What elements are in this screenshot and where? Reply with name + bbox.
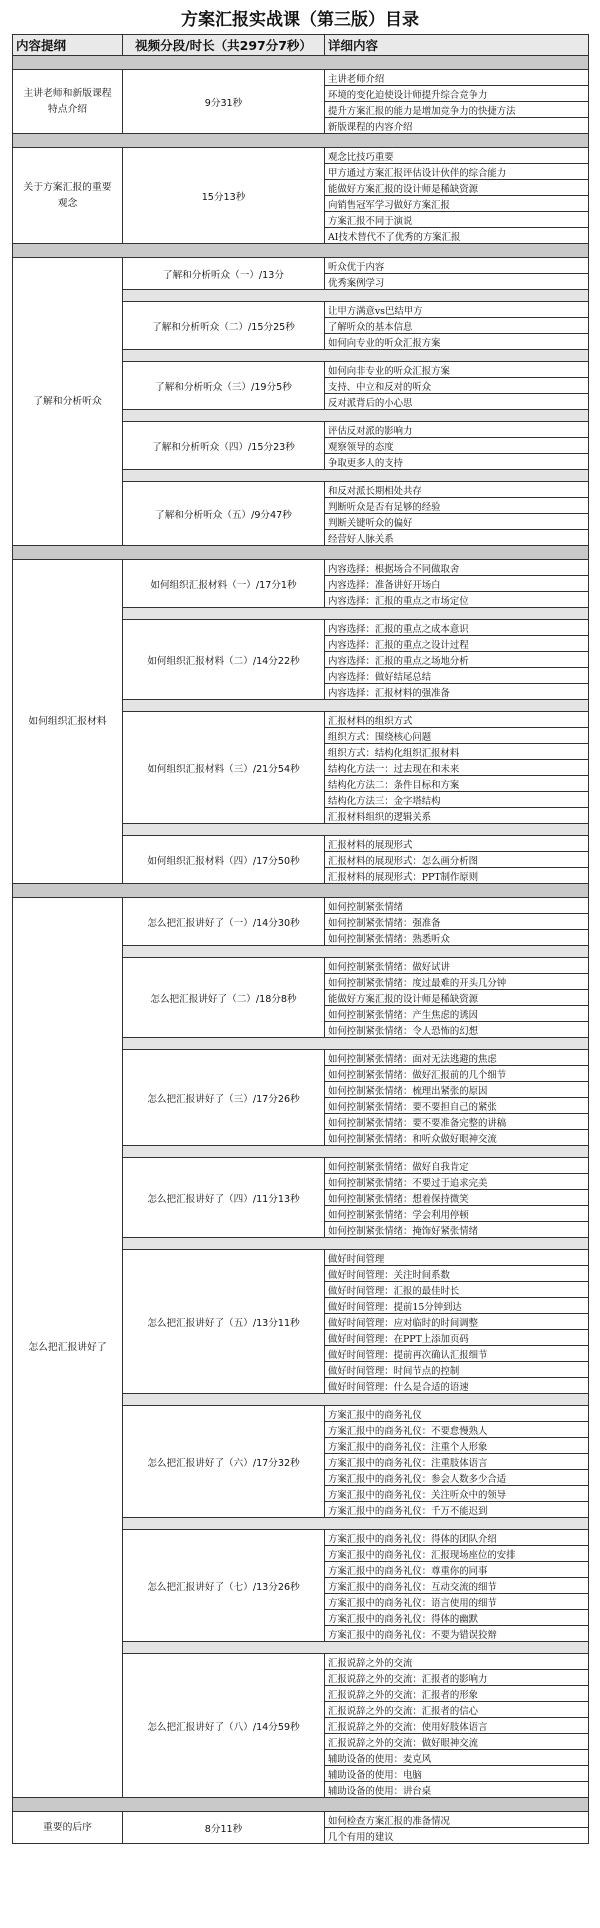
toc-table <box>12 34 589 1844</box>
detail-item: 了解听众的基本信息 <box>325 318 589 334</box>
detail-row <box>13 898 589 914</box>
video-segment: 了解和分析听众（三）/19分5秒 <box>123 362 325 410</box>
detail-item: 内容选择：汇报的重点之市场定位 <box>325 592 589 608</box>
detail-item: 如何控制紧张情绪：要不要准备完整的讲稿 <box>325 1114 589 1130</box>
video-segment: 8分11秒 <box>123 1812 325 1844</box>
detail-item: 辅助设备的使用：讲台桌 <box>325 1782 589 1798</box>
detail-item: 如何向非专业的听众汇报方案 <box>325 362 589 378</box>
detail-item: 如何控制紧张情绪：要不要担自己的紧张 <box>325 1098 589 1114</box>
video-segment: 了解和分析听众（五）/9分47秒 <box>123 482 325 546</box>
detail-row <box>13 70 589 86</box>
detail-item: 方案汇报中的商务礼仪：尊重你的同事 <box>325 1562 589 1578</box>
detail-item: 争取更多人的支持 <box>325 454 589 470</box>
segment-separator-cell <box>123 290 589 302</box>
detail-item: 方案汇报中的商务礼仪：语言使用的细节 <box>325 1594 589 1610</box>
detail-item: 汇报说辞之外的交流：做好眼神交流 <box>325 1734 589 1750</box>
separator-cell <box>13 56 589 70</box>
detail-item: 评估反对派的影响力 <box>325 422 589 438</box>
segment-separator-cell <box>123 1238 589 1250</box>
detail-item: 让甲方满意vs巴结甲方 <box>325 302 589 318</box>
detail-item: 如何控制紧张情绪：做好自我肯定 <box>325 1158 589 1174</box>
segment-separator-cell <box>123 700 589 712</box>
video-segment: 了解和分析听众（四）/15分23秒 <box>123 422 325 470</box>
detail-item: 方案汇报中的商务礼仪：互动交流的细节 <box>325 1578 589 1594</box>
video-segment: 如何组织汇报材料（一）/17分1秒 <box>123 560 325 608</box>
video-segment: 怎么把汇报讲好了（六）/17分32秒 <box>123 1406 325 1518</box>
detail-item: 如何向专业的听众汇报方案 <box>325 334 589 350</box>
detail-item: 方案汇报中的商务礼仪：得体的幽默 <box>325 1610 589 1626</box>
detail-item: 做好时间管理：什么是合适的语速 <box>325 1378 589 1394</box>
separator-cell <box>13 244 589 258</box>
video-segment: 怎么把汇报讲好了（一）/14分30秒 <box>123 898 325 946</box>
segment-separator-cell <box>123 1642 589 1654</box>
video-segment: 怎么把汇报讲好了（五）/13分11秒 <box>123 1250 325 1394</box>
detail-item: 如何控制紧张情绪：度过最难的开头几分钟 <box>325 974 589 990</box>
section-separator <box>13 546 589 560</box>
detail-item: AI技术替代不了优秀的方案汇报 <box>325 228 589 244</box>
detail-item: 判断关键听众的偏好 <box>325 514 589 530</box>
section-topic: 了解和分析听众 <box>13 258 123 546</box>
detail-item: 方案汇报中的商务礼仪 <box>325 1406 589 1422</box>
section-topic: 重要的后序 <box>13 1812 123 1844</box>
detail-item: 做好时间管理 <box>325 1250 589 1266</box>
detail-item: 能做好方案汇报的设计师是稀缺资源 <box>325 180 589 196</box>
detail-item: 支持、中立和反对的听众 <box>325 378 589 394</box>
detail-item: 如何控制紧张情绪：令人恐怖的幻想 <box>325 1022 589 1038</box>
detail-item: 做好时间管理：应对临时的时间调整 <box>325 1314 589 1330</box>
detail-item: 如何控制紧张情绪：强准备 <box>325 914 589 930</box>
detail-item: 方案汇报中的商务礼仪：不要怠慢熟人 <box>325 1422 589 1438</box>
detail-item: 如何控制紧张情绪：学会利用停顿 <box>325 1206 589 1222</box>
page-title: 方案汇报实战课（第三版）目录 <box>181 10 419 30</box>
detail-item: 提升方案汇报的能力是增加竞争力的快捷方法 <box>325 102 589 118</box>
video-segment: 怎么把汇报讲好了（四）/11分13秒 <box>123 1158 325 1238</box>
segment-separator-cell <box>123 1038 589 1050</box>
segment-separator-cell <box>123 1394 589 1406</box>
detail-item: 几个有用的建议 <box>325 1828 589 1844</box>
section-separator <box>13 884 589 898</box>
detail-item: 辅助设备的使用：电脑 <box>325 1766 589 1782</box>
section-separator <box>13 134 589 148</box>
detail-item: 向销售冠军学习做好方案汇报 <box>325 196 589 212</box>
detail-item: 结构化方法二：条件目标和方案 <box>325 776 589 792</box>
detail-item: 方案汇报中的商务礼仪：汇报现场座位的安排 <box>325 1546 589 1562</box>
segment-separator-cell <box>123 608 589 620</box>
separator-cell <box>13 546 589 560</box>
detail-item: 能做好方案汇报的设计师是稀缺资源 <box>325 990 589 1006</box>
video-segment: 了解和分析听众（一）/13分 <box>123 258 325 290</box>
section-separator <box>13 244 589 258</box>
detail-item: 做好时间管理：关注时间系数 <box>325 1266 589 1282</box>
detail-item: 内容选择：做好结尾总结 <box>325 668 589 684</box>
detail-item: 方案汇报中的商务礼仪：注重肢体语言 <box>325 1454 589 1470</box>
detail-item: 方案汇报中的商务礼仪：不要为错误狡辩 <box>325 1626 589 1642</box>
detail-item: 内容选择：汇报的重点之设计过程 <box>325 636 589 652</box>
detail-item: 经营好人脉关系 <box>325 530 589 546</box>
detail-item: 做好时间管理：时间节点的控制 <box>325 1362 589 1378</box>
detail-item: 方案汇报中的商务礼仪：得体的团队介绍 <box>325 1530 589 1546</box>
detail-item: 汇报说辞之外的交流：汇报者的影响力 <box>325 1670 589 1686</box>
detail-item: 内容选择：根据场合不同做取舍 <box>325 560 589 576</box>
detail-item: 结构化方法一：过去现在和未来 <box>325 760 589 776</box>
detail-item: 汇报材料的展现形式：怎么画分析图 <box>325 852 589 868</box>
video-segment: 如何组织汇报材料（三）/21分54秒 <box>123 712 325 824</box>
detail-item: 方案汇报不同于演说 <box>325 212 589 228</box>
detail-item: 如何控制紧张情绪：做好汇报前的几个细节 <box>325 1066 589 1082</box>
detail-item: 辅助设备的使用：麦克风 <box>325 1750 589 1766</box>
detail-item: 汇报材料的组织方式 <box>325 712 589 728</box>
detail-item: 汇报材料的展现形式 <box>325 836 589 852</box>
detail-item: 观察领导的态度 <box>325 438 589 454</box>
detail-item: 如何控制紧张情绪：和听众做好眼神交流 <box>325 1130 589 1146</box>
separator-cell <box>13 1798 589 1812</box>
detail-item: 组织方式：结构化组织汇报材料 <box>325 744 589 760</box>
detail-item: 如何控制紧张情绪：做好试讲 <box>325 958 589 974</box>
header-detail: 详细内容 <box>325 35 589 56</box>
detail-item: 如何控制紧张情绪：面对无法逃避的焦虑 <box>325 1050 589 1066</box>
detail-item: 汇报说辞之外的交流：汇报者的信心 <box>325 1702 589 1718</box>
segment-separator-cell <box>123 410 589 422</box>
detail-item: 方案汇报中的商务礼仪：注重个人形象 <box>325 1438 589 1454</box>
detail-row <box>13 148 589 164</box>
detail-row <box>13 1812 589 1828</box>
detail-item: 方案汇报中的商务礼仪：关注听众中的领导 <box>325 1486 589 1502</box>
video-segment: 9分31秒 <box>123 70 325 134</box>
separator-cell <box>13 884 589 898</box>
detail-item: 内容选择：汇报材料的强准备 <box>325 684 589 700</box>
detail-item: 做好时间管理：提前再次确认汇报细节 <box>325 1346 589 1362</box>
detail-item: 内容选择：汇报的重点之成本意识 <box>325 620 589 636</box>
segment-separator-cell <box>123 470 589 482</box>
detail-item: 听众优于内容 <box>325 258 589 274</box>
detail-item: 如何控制紧张情绪：不要过于追求完美 <box>325 1174 589 1190</box>
video-segment: 怎么把汇报讲好了（七）/13分26秒 <box>123 1530 325 1642</box>
detail-item: 内容选择：准备讲好开场白 <box>325 576 589 592</box>
detail-item: 汇报说辞之外的交流：汇报者的形象 <box>325 1686 589 1702</box>
detail-item: 结构化方法三：金字塔结构 <box>325 792 589 808</box>
video-segment: 如何组织汇报材料（二）/14分22秒 <box>123 620 325 700</box>
segment-separator-cell <box>123 1146 589 1158</box>
detail-item: 主讲老师介绍 <box>325 70 589 86</box>
detail-item: 新版课程的内容介绍 <box>325 118 589 134</box>
detail-item: 方案汇报中的商务礼仪：千万不能迟到 <box>325 1502 589 1518</box>
detail-item: 如何控制紧张情绪：想着保持微笑 <box>325 1190 589 1206</box>
video-segment: 怎么把汇报讲好了（三）/17分26秒 <box>123 1050 325 1146</box>
detail-item: 如何控制紧张情绪：产生焦虑的诱因 <box>325 1006 589 1022</box>
detail-item: 观念比技巧重要 <box>325 148 589 164</box>
detail-item: 如何控制紧张情绪：熟悉听众 <box>325 930 589 946</box>
detail-item: 汇报说辞之外的交流 <box>325 1654 589 1670</box>
detail-item: 汇报材料组织的逻辑关系 <box>325 808 589 824</box>
detail-item: 如何检查方案汇报的准备情况 <box>325 1812 589 1828</box>
section-topic: 怎么把汇报讲好了 <box>13 898 123 1798</box>
detail-row <box>13 258 589 274</box>
header-video-segment: 视频分段/时长（共297分7秒） <box>123 35 325 56</box>
detail-item: 做好时间管理：在PPT上添加页码 <box>325 1330 589 1346</box>
header-outline: 内容提纲 <box>13 35 123 56</box>
detail-item: 优秀案例学习 <box>325 274 589 290</box>
detail-item: 和反对派长期相处共存 <box>325 482 589 498</box>
video-segment: 15分13秒 <box>123 148 325 244</box>
video-segment: 怎么把汇报讲好了（八）/14分59秒 <box>123 1654 325 1798</box>
video-segment: 怎么把汇报讲好了（二）/18分8秒 <box>123 958 325 1038</box>
detail-item: 组织方式：围绕核心问题 <box>325 728 589 744</box>
header-row <box>13 35 589 56</box>
section-separator <box>13 56 589 70</box>
detail-item: 做好时间管理：提前15分钟到达 <box>325 1298 589 1314</box>
detail-item: 如何控制紧张情绪：梳理出紧张的原因 <box>325 1082 589 1098</box>
detail-item: 汇报材料的展现形式：PPT制作原则 <box>325 868 589 884</box>
separator-cell <box>13 134 589 148</box>
detail-item: 如何控制紧张情绪：掩饰好紧张情绪 <box>325 1222 589 1238</box>
detail-item: 内容选择：汇报的重点之场地分析 <box>325 652 589 668</box>
detail-item: 如何控制紧张情绪 <box>325 898 589 914</box>
segment-separator-cell <box>123 350 589 362</box>
section-topic: 主讲老师和新版课程特点介绍 <box>13 70 123 134</box>
detail-item: 方案汇报中的商务礼仪：参会人数多少合适 <box>325 1470 589 1486</box>
detail-item: 做好时间管理：汇报的最佳时长 <box>325 1282 589 1298</box>
detail-item: 环境的变化迫使设计师提升综合竞争力 <box>325 86 589 102</box>
detail-item: 判断听众是否有足够的经验 <box>325 498 589 514</box>
segment-separator-cell <box>123 824 589 836</box>
video-segment: 了解和分析听众（二）/15分25秒 <box>123 302 325 350</box>
detail-item: 甲方通过方案汇报评估设计伙伴的综合能力 <box>325 164 589 180</box>
detail-item: 汇报说辞之外的交流：使用好肢体语言 <box>325 1718 589 1734</box>
detail-row <box>13 560 589 576</box>
detail-item: 反对派背后的小心思 <box>325 394 589 410</box>
video-segment: 如何组织汇报材料（四）/17分50秒 <box>123 836 325 884</box>
section-topic: 如何组织汇报材料 <box>13 560 123 884</box>
segment-separator-cell <box>123 1518 589 1530</box>
section-separator <box>13 1798 589 1812</box>
segment-separator-cell <box>123 946 589 958</box>
section-topic: 关于方案汇报的重要观念 <box>13 148 123 244</box>
